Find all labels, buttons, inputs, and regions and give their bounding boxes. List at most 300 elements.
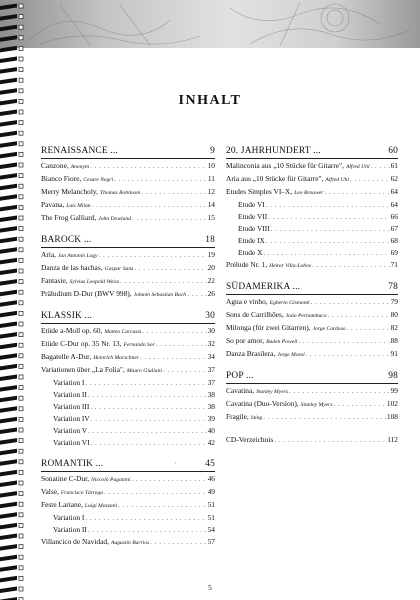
spiral-coil	[0, 512, 17, 519]
entry-title: Variation I	[53, 513, 85, 522]
section-page: 98	[388, 371, 398, 381]
spiral-coil	[0, 332, 17, 339]
spiral-coil	[0, 57, 17, 64]
dot-leader	[289, 386, 390, 397]
entry-title: Canzone,	[41, 161, 69, 170]
spiral-coil	[0, 470, 17, 477]
punch-hole	[19, 333, 23, 337]
entry-title: Etüde C-Dur op. 35 Nr. 13,	[41, 339, 122, 348]
entry-title: The Frog Galliard,	[41, 213, 97, 222]
toc-entry	[226, 348, 398, 361]
entry-title: Präludium D-Dur (BWV 998),	[41, 289, 132, 298]
entry-page: 54	[207, 525, 215, 534]
dot-leader	[132, 213, 207, 224]
toc-section	[226, 282, 398, 361]
spiral-coil	[0, 131, 17, 138]
entry-title: Merry Melancholy,	[41, 187, 98, 196]
entry-composer: Alfred Uhl	[325, 177, 349, 183]
toc-entry	[226, 322, 398, 335]
toc-section	[226, 434, 398, 446]
dot-leader	[120, 276, 207, 287]
dot-leader	[92, 200, 207, 211]
entry-composer: Jan Antonín Logy	[57, 253, 98, 259]
entry-composer: Francisco Tárrega	[60, 490, 104, 496]
spiral-coil	[0, 353, 17, 360]
entry-page: 42	[207, 438, 215, 447]
toc-entry	[41, 288, 215, 301]
entry-composer: Johann Sebastian Bach	[133, 292, 187, 298]
toc-entry	[41, 351, 215, 364]
dot-leader	[85, 513, 206, 524]
entry-composer: Luigi Mozzani	[84, 503, 118, 509]
toc-entry	[41, 413, 215, 425]
entry-page: 38	[207, 390, 215, 399]
entry-page: 64	[390, 187, 398, 196]
spiral-binding	[0, 0, 26, 600]
dot-leader	[371, 161, 390, 172]
punch-hole	[19, 290, 23, 294]
spiral-coil	[0, 491, 17, 498]
dot-leader	[140, 352, 207, 363]
punch-hole	[19, 513, 23, 517]
punch-hole	[19, 121, 23, 125]
spiral-coil	[0, 290, 17, 297]
entry-page: 20	[207, 263, 215, 272]
section-rule	[41, 323, 215, 324]
section-title: SÜDAMERIKA ...	[226, 282, 301, 292]
entry-title: Cavatina,	[226, 386, 255, 395]
entry-page: 11	[207, 174, 215, 183]
dot-leader	[266, 200, 390, 211]
entry-title: Cavatina (Duo-Version),	[226, 399, 299, 408]
punch-hole	[19, 4, 23, 8]
entry-composer: Heitor Villa-Lobos	[269, 263, 312, 269]
entry-title: So por amor,	[226, 336, 265, 345]
dot-leader	[311, 297, 390, 308]
toc-entry	[226, 335, 398, 348]
dot-leader	[271, 224, 390, 235]
entry-title: Villancico de Navidad,	[41, 537, 109, 546]
toc-entry	[41, 249, 215, 262]
entry-title: Variation III	[53, 402, 90, 411]
entry-title: Variation II	[53, 390, 87, 399]
punch-hole	[19, 364, 23, 368]
entry-title: Etude VI	[238, 200, 265, 209]
spiral-coil	[0, 544, 17, 551]
dot-leader	[142, 326, 206, 337]
section-title: 20. JAHRHUNDERT ...	[226, 146, 321, 156]
entry-composer: Matteo Carcassi	[104, 329, 142, 335]
punch-hole	[19, 502, 23, 506]
punch-hole	[19, 460, 23, 464]
toc-column-right	[226, 146, 398, 456]
entry-title: Variation IV	[53, 414, 90, 423]
entry-composer: Alfred Uhl	[345, 164, 370, 170]
punch-hole	[19, 205, 23, 209]
punch-hole	[19, 195, 23, 199]
toc-entry	[41, 325, 215, 338]
toc-entry	[41, 173, 215, 186]
entry-page: 51	[207, 500, 215, 509]
dot-leader	[156, 339, 207, 350]
spiral-coil	[0, 406, 17, 413]
entry-title: Prélude Nr. 1,	[226, 260, 268, 269]
toc-entry	[226, 296, 398, 309]
section-rule	[41, 471, 215, 472]
toc-entry	[226, 385, 398, 398]
entry-title: Etüde a-Moll op. 60,	[41, 326, 103, 335]
dot-leader	[99, 250, 207, 261]
dot-leader	[88, 390, 207, 401]
dot-leader	[334, 399, 386, 410]
entry-composer: João Pernambuco	[285, 313, 327, 319]
entry-page: 19	[207, 250, 215, 259]
punch-hole	[19, 492, 23, 496]
punch-hole	[19, 57, 23, 61]
punch-hole	[19, 311, 23, 315]
spiral-coil	[0, 4, 17, 11]
punch-hole	[19, 46, 23, 50]
toc-entry	[226, 186, 398, 199]
entry-composer: Gaspar Sanz	[104, 266, 134, 272]
entry-page: 67	[390, 224, 398, 233]
toc-section	[41, 235, 215, 301]
toc-entry	[41, 199, 215, 212]
punch-hole	[19, 343, 23, 347]
spiral-coil	[0, 216, 17, 223]
section-page: 30	[205, 311, 215, 321]
punch-hole	[19, 417, 23, 421]
toc-entry	[226, 173, 398, 186]
entry-page: 57	[207, 537, 215, 546]
entry-page: 62	[390, 174, 398, 183]
toc-entry	[41, 425, 215, 437]
toc-entry	[41, 377, 215, 389]
toc-section	[226, 146, 398, 272]
spiral-coil	[0, 46, 17, 53]
section-title: RENAISSANCE ...	[41, 146, 118, 156]
spiral-coil	[0, 311, 17, 318]
entry-title: Feste Lariane,	[41, 500, 83, 509]
entry-composer: Jorge Cardoso	[312, 326, 346, 332]
section-heading	[41, 459, 215, 470]
entry-composer: Heinrich Marschner	[93, 355, 140, 361]
punch-hole	[19, 152, 23, 156]
entry-page: 69	[390, 248, 398, 257]
spiral-coil	[0, 438, 17, 445]
toc-entry	[41, 437, 215, 449]
punch-hole	[19, 248, 23, 252]
entry-composer: Baden Powell	[266, 339, 298, 345]
dot-leader	[298, 336, 389, 347]
toc-entry	[41, 524, 215, 536]
toc-entry	[41, 212, 215, 225]
punch-hole	[19, 396, 23, 400]
spiral-coil	[0, 194, 17, 201]
section-heading	[41, 311, 215, 322]
entry-page: 39	[207, 414, 215, 423]
entry-composer: Fernando Sor	[123, 342, 155, 348]
spiral-coil	[0, 534, 17, 541]
spiral-coil	[0, 226, 17, 233]
entry-title: Variation I	[53, 378, 85, 387]
section-page: 60	[388, 146, 398, 156]
punch-hole	[19, 78, 23, 82]
dot-leader	[104, 487, 207, 498]
spiral-coil	[0, 67, 17, 74]
spiral-coil	[0, 343, 17, 350]
entry-title: Fragile,	[226, 412, 249, 421]
entry-title: Etude VIII	[238, 224, 270, 233]
toc-entry	[41, 512, 215, 524]
spiral-coil	[0, 269, 17, 276]
punch-hole	[19, 449, 23, 453]
section-rule	[226, 158, 398, 159]
entry-page: 37	[207, 378, 215, 387]
spiral-coil	[0, 523, 17, 530]
section-title: BAROCK ...	[41, 235, 92, 245]
section-rule	[41, 158, 215, 159]
spiral-coil	[0, 184, 17, 191]
toc-entry	[41, 338, 215, 351]
header-texture	[0, 0, 420, 48]
section-heading	[41, 235, 215, 246]
dot-leader	[91, 438, 207, 449]
toc-section	[41, 459, 215, 549]
section-title: ROMANTIK ...	[41, 459, 104, 469]
section-page: 18	[205, 235, 215, 245]
toc-entry	[226, 434, 398, 446]
dot-leader	[141, 187, 206, 198]
punch-hole	[19, 375, 23, 379]
toc-section	[41, 146, 215, 225]
dot-leader	[350, 174, 390, 185]
punch-hole	[19, 142, 23, 146]
dot-leader	[324, 187, 389, 198]
toc-entry	[226, 398, 398, 411]
punch-hole	[19, 555, 23, 559]
entry-title: Variationen über „La Folia",	[41, 365, 125, 374]
entry-page: 32	[207, 339, 215, 348]
punch-hole	[19, 174, 23, 178]
dot-leader	[91, 414, 207, 425]
punch-hole	[19, 470, 23, 474]
entry-composer: Sting	[250, 415, 263, 421]
punch-hole	[19, 269, 23, 273]
dot-leader	[187, 289, 207, 300]
toc-entry	[226, 309, 398, 322]
punch-hole	[19, 25, 23, 29]
dot-leader	[266, 236, 390, 247]
dot-leader	[150, 537, 206, 548]
spiral-coil	[0, 396, 17, 403]
toc-entry	[226, 199, 398, 211]
dot-leader	[306, 349, 390, 360]
punch-hole	[19, 322, 23, 326]
toc-entry	[41, 401, 215, 413]
punch-hole	[19, 439, 23, 443]
dot-leader	[328, 310, 390, 321]
entry-page: 14	[207, 200, 215, 209]
spiral-coil	[0, 205, 17, 212]
spiral-coil	[0, 322, 17, 329]
spiral-coil	[0, 120, 17, 127]
entry-title: Danza Brasilera,	[226, 349, 276, 358]
stray-mark: ˙	[174, 461, 177, 470]
entry-composer: Thomas Robinson	[100, 190, 141, 196]
toc-entry	[41, 364, 215, 377]
entry-title: Aria,	[41, 250, 56, 259]
entry-title: Fantasie,	[41, 276, 68, 285]
entry-composer: Leo Brouwer	[294, 190, 324, 196]
toc-section	[226, 371, 398, 424]
section-page: 9	[210, 146, 215, 156]
spiral-coil	[0, 258, 17, 265]
entry-page: 112	[387, 435, 398, 444]
spiral-coil	[0, 459, 17, 466]
spiral-coil	[0, 110, 17, 117]
entry-page: 88	[390, 336, 398, 345]
punch-hole	[19, 258, 23, 262]
entry-page: 64	[390, 200, 398, 209]
entry-composer: Stanley Myers	[256, 389, 288, 395]
page-title: INHALT	[178, 93, 242, 108]
entry-title: Pavana,	[41, 200, 65, 209]
entry-composer: Mauro Giuliani	[126, 368, 162, 374]
entry-page: 37	[207, 365, 215, 374]
section-heading	[226, 371, 398, 382]
punch-hole	[19, 227, 23, 231]
toc-entry	[226, 160, 398, 173]
dot-leader	[88, 525, 207, 536]
toc-entry	[41, 499, 215, 512]
entry-page: 40	[207, 426, 215, 435]
spiral-coil	[0, 565, 17, 572]
toc-entry	[226, 247, 398, 259]
entry-composer: Augustín Barrios	[110, 540, 150, 546]
toc-column-left	[41, 146, 215, 559]
spiral-coil	[0, 428, 17, 435]
entry-page: 66	[390, 212, 398, 221]
punch-hole	[19, 280, 23, 284]
toc-entry	[226, 411, 398, 424]
punch-hole	[19, 386, 23, 390]
entry-title: Etudes Simples VI–X,	[226, 187, 293, 196]
toc-entry	[41, 536, 215, 549]
entry-page: 51	[207, 513, 215, 522]
spiral-coil	[0, 25, 17, 32]
entry-title: Variation V	[53, 426, 88, 435]
toc-entry	[226, 259, 398, 272]
spiral-coil	[0, 417, 17, 424]
entry-page: 15	[207, 213, 215, 222]
punch-hole	[19, 354, 23, 358]
toc-entry	[226, 223, 398, 235]
toc-entry	[226, 235, 398, 247]
entry-page: 12	[207, 187, 215, 196]
toc-entry	[41, 160, 215, 173]
entry-title: Danza de las hachas,	[41, 263, 103, 272]
spiral-coil	[0, 555, 17, 562]
spiral-coil	[0, 237, 17, 244]
spiral-coil	[0, 449, 17, 456]
punch-hole	[19, 576, 23, 580]
dot-leader	[114, 174, 207, 185]
entry-page: 22	[207, 276, 215, 285]
entry-page: 80	[390, 310, 398, 319]
punch-hole	[19, 110, 23, 114]
section-rule	[226, 294, 398, 295]
spiral-coil	[0, 385, 17, 392]
spiral-coil	[0, 163, 17, 170]
entry-composer: Niccolò Paganini	[91, 477, 131, 483]
entry-composer: Stanley Myers	[300, 402, 333, 408]
entry-page: 91	[390, 349, 398, 358]
punch-hole	[19, 301, 23, 305]
dot-leader	[274, 435, 386, 446]
entry-title: Etude VII	[238, 212, 268, 221]
entry-title: Bagatelle A-Dur,	[41, 352, 92, 361]
dot-leader	[268, 212, 389, 223]
entry-title: Etude IX	[238, 236, 265, 245]
spiral-coil	[0, 502, 17, 509]
section-title: KLASSIK ...	[41, 311, 93, 321]
dot-leader	[85, 378, 206, 389]
entry-title: Sonatine C-Dur,	[41, 474, 90, 483]
entry-page: 49	[207, 487, 215, 496]
punch-hole	[19, 15, 23, 19]
section-page: 78	[388, 282, 398, 292]
entry-page: 71	[390, 260, 398, 269]
spiral-coil	[0, 141, 17, 148]
dot-leader	[134, 263, 206, 274]
dot-leader	[263, 248, 389, 259]
entry-page: 30	[207, 326, 215, 335]
punch-hole	[19, 68, 23, 72]
entry-title: Agua e vinho,	[226, 297, 268, 306]
punch-hole	[19, 566, 23, 570]
entry-page: 99	[390, 386, 398, 395]
entry-composer: Cesare Negri	[83, 177, 114, 183]
toc-entry	[41, 473, 215, 486]
entry-page: 10	[207, 161, 215, 170]
section-heading	[226, 146, 398, 157]
dot-leader	[118, 500, 207, 511]
punch-hole	[19, 184, 23, 188]
dot-leader	[90, 402, 206, 413]
entry-composer: Egberto Gismonti	[269, 300, 310, 306]
punch-hole	[19, 163, 23, 167]
spiral-coil	[0, 152, 17, 159]
page-number: 5	[208, 583, 212, 592]
entry-title: Milonga (für zwei Gitarren),	[226, 323, 311, 332]
punch-hole	[19, 534, 23, 538]
entry-composer: Luis Milan	[66, 203, 91, 209]
dot-leader	[347, 323, 390, 334]
section-heading	[226, 282, 398, 293]
spiral-coil	[0, 247, 17, 254]
entry-title: Sons de Carrilhões,	[226, 310, 284, 319]
punch-hole	[19, 545, 23, 549]
entry-title: Malinconia aus „10 Stücke für Gitarre",	[226, 161, 344, 170]
entry-composer: John Dowland	[98, 216, 132, 222]
dot-leader	[263, 412, 386, 423]
spiral-coil	[0, 14, 17, 21]
punch-hole	[19, 428, 23, 432]
toc-entry	[41, 186, 215, 199]
entry-title: Variation VI	[53, 438, 90, 447]
entry-composer: Jorge Morel	[277, 352, 305, 358]
